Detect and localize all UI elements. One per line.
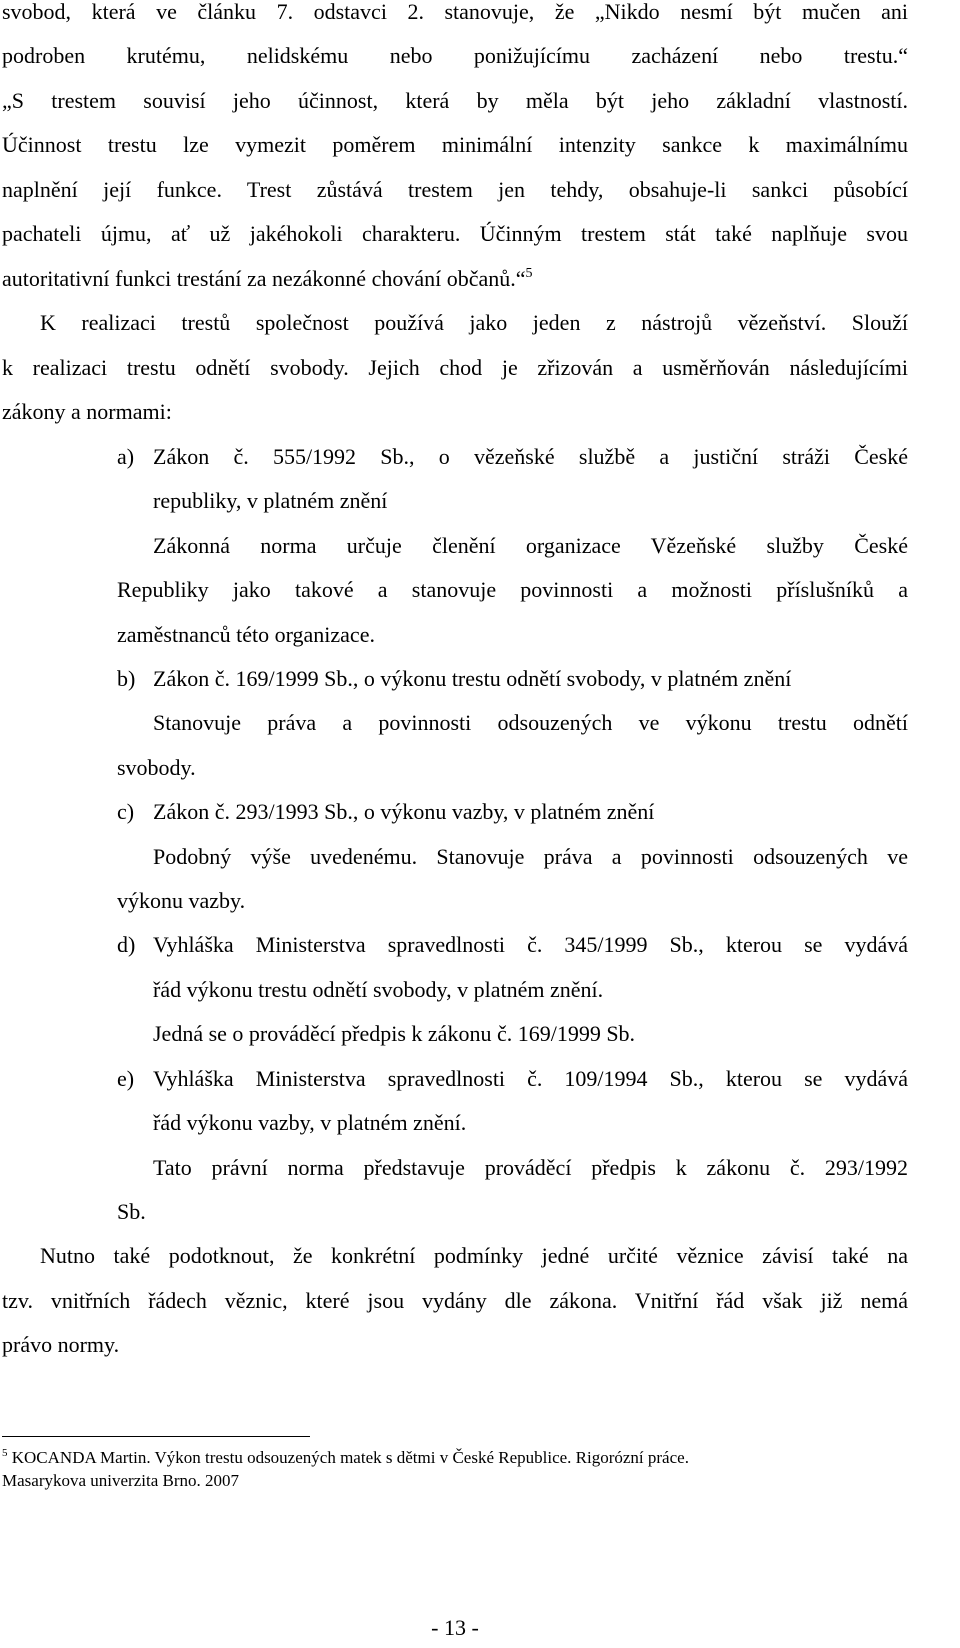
law-description-line: Stanovuje práva a povinnosti odsouzených ve výkonu trestu odnětí	[153, 710, 908, 735]
body-text-line: právo normy.	[2, 1332, 120, 1357]
body-text-line: k realizaci trestu odnětí svobody. Jejich chod je zřizován a usměrňován následujícími	[2, 355, 908, 380]
footnote-reference: 5	[525, 266, 533, 281]
page-number: - 13 -	[431, 1615, 479, 1640]
law-description-line: svobody.	[117, 755, 196, 780]
list-item-label: d)	[117, 932, 136, 957]
body-text-line: pachateli újmu, ať už jakéhokoli charakteru. Účinným trestem stát také naplňuje svou	[2, 221, 908, 246]
footnote-text: KOCANDA Martin. Výkon trestu odsouzených matek s dětmi v České Republice. Rigorózní práce.	[11, 1448, 689, 1467]
footnote-line	[2, 1447, 689, 1469]
body-text-span: autoritativní funkci trestání za nezákonné chování občanů.“	[2, 266, 526, 291]
law-title-line: řád výkonu trestu odnětí svobody, v platném znění.	[153, 977, 604, 1002]
list-item-label: b)	[117, 666, 136, 691]
body-text-line: K realizaci trestů společnost používá jako jeden z nástrojů vězeňství. Slouží	[40, 310, 908, 335]
list-item-label: c)	[117, 799, 135, 824]
law-description-line: zaměstnanců této organizace.	[117, 622, 375, 647]
law-description-line: Zákonná norma určuje členění organizace Vězeňské služby České	[153, 533, 908, 558]
law-description-line: Jedná se o prováděcí předpis k zákonu č. 169/1999 Sb.	[153, 1021, 636, 1046]
law-title-line: Zákon č. 169/1999 Sb., o výkonu trestu odnětí svobody, v platném znění	[153, 666, 792, 691]
law-description-line: Tato právní norma představuje prováděcí předpis k zákonu č. 293/1992	[153, 1155, 908, 1180]
body-text-line: tzv. vnitřních řádech věznic, které jsou vydány dle zákona. Vnitřní řád však již nemá	[2, 1288, 908, 1313]
law-title-line: Zákon č. 293/1993 Sb., o výkonu vazby, v platném znění	[153, 799, 655, 824]
body-text-line: naplnění její funkce. Trest zůstává trestem jen tehdy, obsahuje-li sankci působící	[2, 177, 908, 202]
body-text-line: svobod, která ve článku 7. odstavci 2. stanovuje, že „Nikdo nesmí být mučen ani	[2, 0, 908, 24]
list-item-label: e)	[117, 1066, 135, 1091]
body-text-line	[2, 265, 908, 293]
footnote-number: 5	[2, 1447, 8, 1459]
law-title-line: Vyhláška Ministerstva spravedlnosti č. 345/1999 Sb., kterou se vydává	[153, 932, 908, 957]
footnote-separator	[2, 1436, 310, 1437]
law-description-line: Sb.	[117, 1199, 146, 1224]
law-title-line: Vyhláška Ministerstva spravedlnosti č. 109/1994 Sb., kterou se vydává	[153, 1066, 908, 1091]
footnote-line: Masarykova univerzita Brno. 2007	[2, 1471, 239, 1490]
law-title-line: republiky, v platném znění	[153, 488, 388, 513]
law-title-line: řád výkonu vazby, v platném znění.	[153, 1110, 467, 1135]
body-text-line: „S trestem souvisí jeho účinnost, která by měla být jeho základní vlastností.	[2, 88, 908, 113]
list-item-label: a)	[117, 444, 135, 469]
body-text-line: Nutno také podotknout, že konkrétní podmínky jedné určité věznice závisí také na	[40, 1243, 908, 1268]
law-description-line: Republiky jako takové a stanovuje povinnosti a možnosti příslušníků a	[117, 577, 908, 602]
law-description-line: výkonu vazby.	[117, 888, 246, 913]
body-text-line: podroben krutému, nelidskému nebo ponižujícímu zacházení nebo trestu.“	[2, 43, 908, 68]
body-text-line: Účinnost trestu lze vymezit poměrem minimální intenzity sankce k maximálnímu	[2, 132, 908, 157]
law-title-line: Zákon č. 555/1992 Sb., o vězeňské službě a justiční stráži České	[153, 444, 908, 469]
law-description-line: Podobný výše uvedenému. Stanovuje práva a povinnosti odsouzených ve	[153, 844, 908, 869]
body-text-line: zákony a normami:	[2, 399, 172, 424]
